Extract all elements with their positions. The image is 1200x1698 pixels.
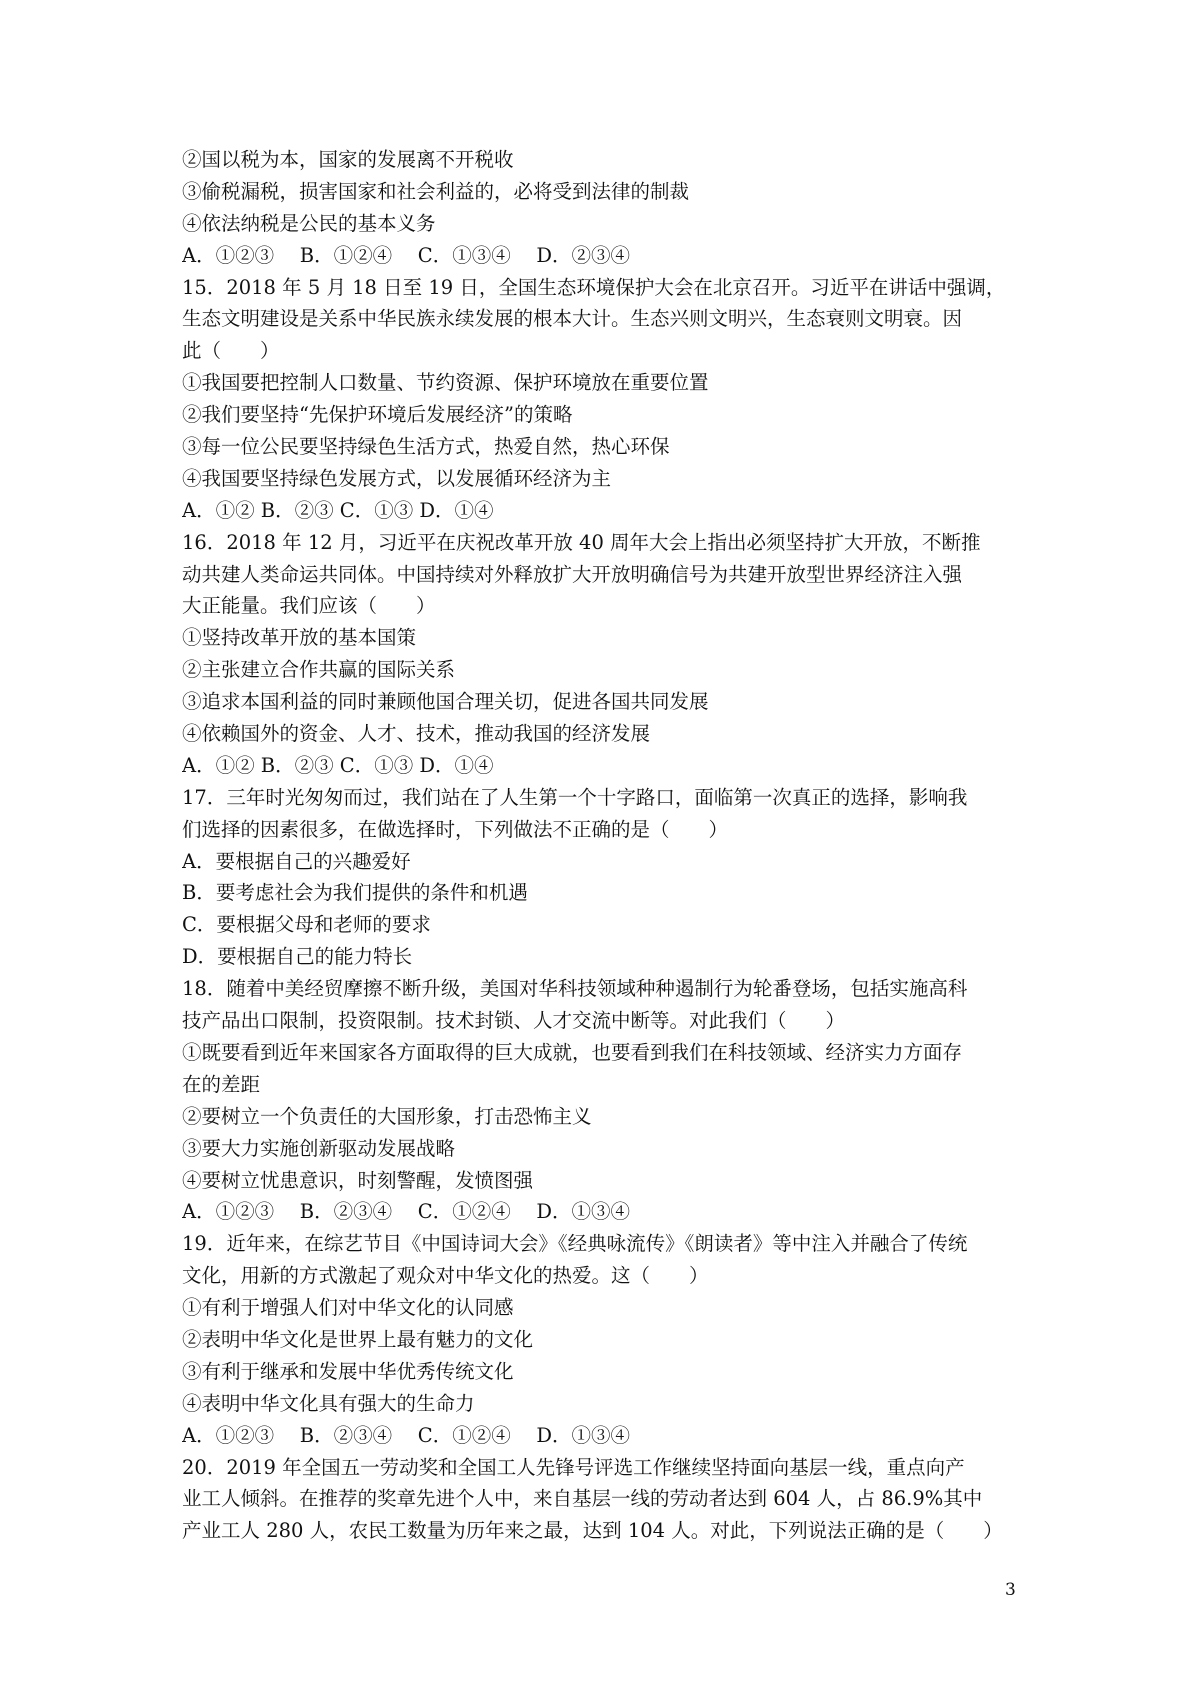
text-line: ④依赖国外的资金、人才、技术，推动我国的经济发展 (182, 722, 651, 746)
text-line: ④要树立忧患意识，时刻警醒，发愤图强 (182, 1168, 534, 1192)
text-line: ②表明中华文化是世界上最有魅力的文化 (182, 1327, 534, 1351)
text-line: ②我们要坚持“先保护环境后发展经济”的策略 (182, 403, 573, 427)
page-number: 3 (1005, 1580, 1016, 1600)
text-line: 大正能量。我们应该（ ） (182, 594, 436, 618)
text-line: 们选择的因素很多，在做选择时，下列做法不正确的是（ ） (182, 817, 729, 841)
text-line: A．①②③ B．②③④ C．①②④ D．①③④ (182, 1200, 631, 1224)
document-body (182, 144, 1030, 1547)
text-line: ③要大力实施创新驱动发展战略 (182, 1136, 456, 1160)
text-line: A．要根据自己的兴趣爱好 (182, 849, 411, 873)
text-line: 业工人倾斜。在推荐的奖章先进个人中，来自基层一线的劳动者达到 604 人，占 86.9%其中 (182, 1487, 983, 1511)
text-line: 产业工人 280 人，农民工数量为历年来之最，达到 104 人。对此，下列说法正确的是（ ） (182, 1519, 1003, 1543)
text-line: 技产品出口限制，投资限制。技术封锁、人才交流中断等。对此我们（ ） (182, 1009, 846, 1033)
text-line: B．要考虑社会为我们提供的条件和机遇 (182, 881, 528, 905)
text-line: ②主张建立合作共赢的国际关系 (182, 658, 456, 682)
text-line: ③每一位公民要坚持绿色生活方式，热爱自然，热心环保 (182, 435, 670, 459)
text-line: ③有利于继承和发展中华优秀传统文化 (182, 1359, 514, 1383)
text-line: 文化，用新的方式激起了观众对中华文化的热爱。这（ ） (182, 1264, 709, 1288)
text-line: C．要根据父母和老师的要求 (182, 913, 431, 937)
text-line: ①我国要把控制人口数量、节约资源、保护环境放在重要位置 (182, 371, 709, 395)
text-line: A．①②③ B．①②④ C．①③④ D．②③④ (182, 243, 631, 267)
text-line: ③追求本国利益的同时兼顾他国合理关切，促进各国共同发展 (182, 690, 709, 714)
text-line: A．①② B．②③ C．①③ D．①④ (182, 498, 494, 522)
text-line: A．①②③ B．②③④ C．①②④ D．①③④ (182, 1423, 631, 1447)
text-line: 16．2018 年 12 月，习近平在庆祝改革开放 40 周年大会上指出必须坚持扩大开放，不断推 (182, 530, 981, 554)
text-line: ②要树立一个负责任的大国形象，打击恐怖主义 (182, 1104, 592, 1128)
text-line: 19．近年来，在综艺节目《中国诗词大会》《经典咏流传》《朗读者》等中注入并融合了传统 (182, 1232, 968, 1256)
text-line: ④我国要坚持绿色发展方式，以发展循环经济为主 (182, 466, 612, 490)
text-line: ④依法纳税是公民的基本义务 (182, 211, 436, 235)
text-line: ①既要看到近年来国家各方面取得的巨大成就，也要看到我们在科技领域、经济实力方面存 (182, 1040, 963, 1064)
text-line: ①有利于增强人们对中华文化的认同感 (182, 1296, 514, 1320)
text-line: 动共建人类命运共同体。中国持续对外释放扩大开放明确信号为共建开放型世界经济注入强 (182, 562, 963, 586)
text-line: ③偷税漏税，损害国家和社会利益的，必将受到法律的制裁 (182, 179, 690, 203)
text-line: 18．随着中美经贸摩擦不断升级，美国对华科技领域种种遏制行为轮番登场，包括实施高科 (182, 977, 968, 1001)
text-line: 生态文明建设是关系中华民族永续发展的根本大计。生态兴则文明兴，生态衰则文明衰。因 (182, 307, 963, 331)
text-line: D．要根据自己的能力特长 (182, 945, 413, 969)
text-line: ①竖持改革开放的基本国策 (182, 626, 417, 650)
text-line: A．①② B．②③ C．①③ D．①④ (182, 753, 494, 777)
text-line: 此（ ） (182, 339, 280, 363)
text-line: 15．2018 年 5 月 18 日至 19 日，全国生态环境保护大会在北京召开。习近平在讲话中强调， (182, 275, 1006, 299)
text-line: ②国以税为本，国家的发展离不开税收 (182, 148, 514, 171)
text-line: 20．2019 年全国五一劳动奖和全国工人先锋号评选工作继续坚持面向基层一线，重点向产 (182, 1455, 965, 1479)
text-line: 在的差距 (182, 1072, 261, 1096)
text-line: ④表明中华文化具有强大的生命力 (182, 1391, 475, 1415)
text-line: 17．三年时光匆匆而过，我们站在了人生第一个十字路口，面临第一次真正的选择，影响我 (182, 785, 968, 809)
